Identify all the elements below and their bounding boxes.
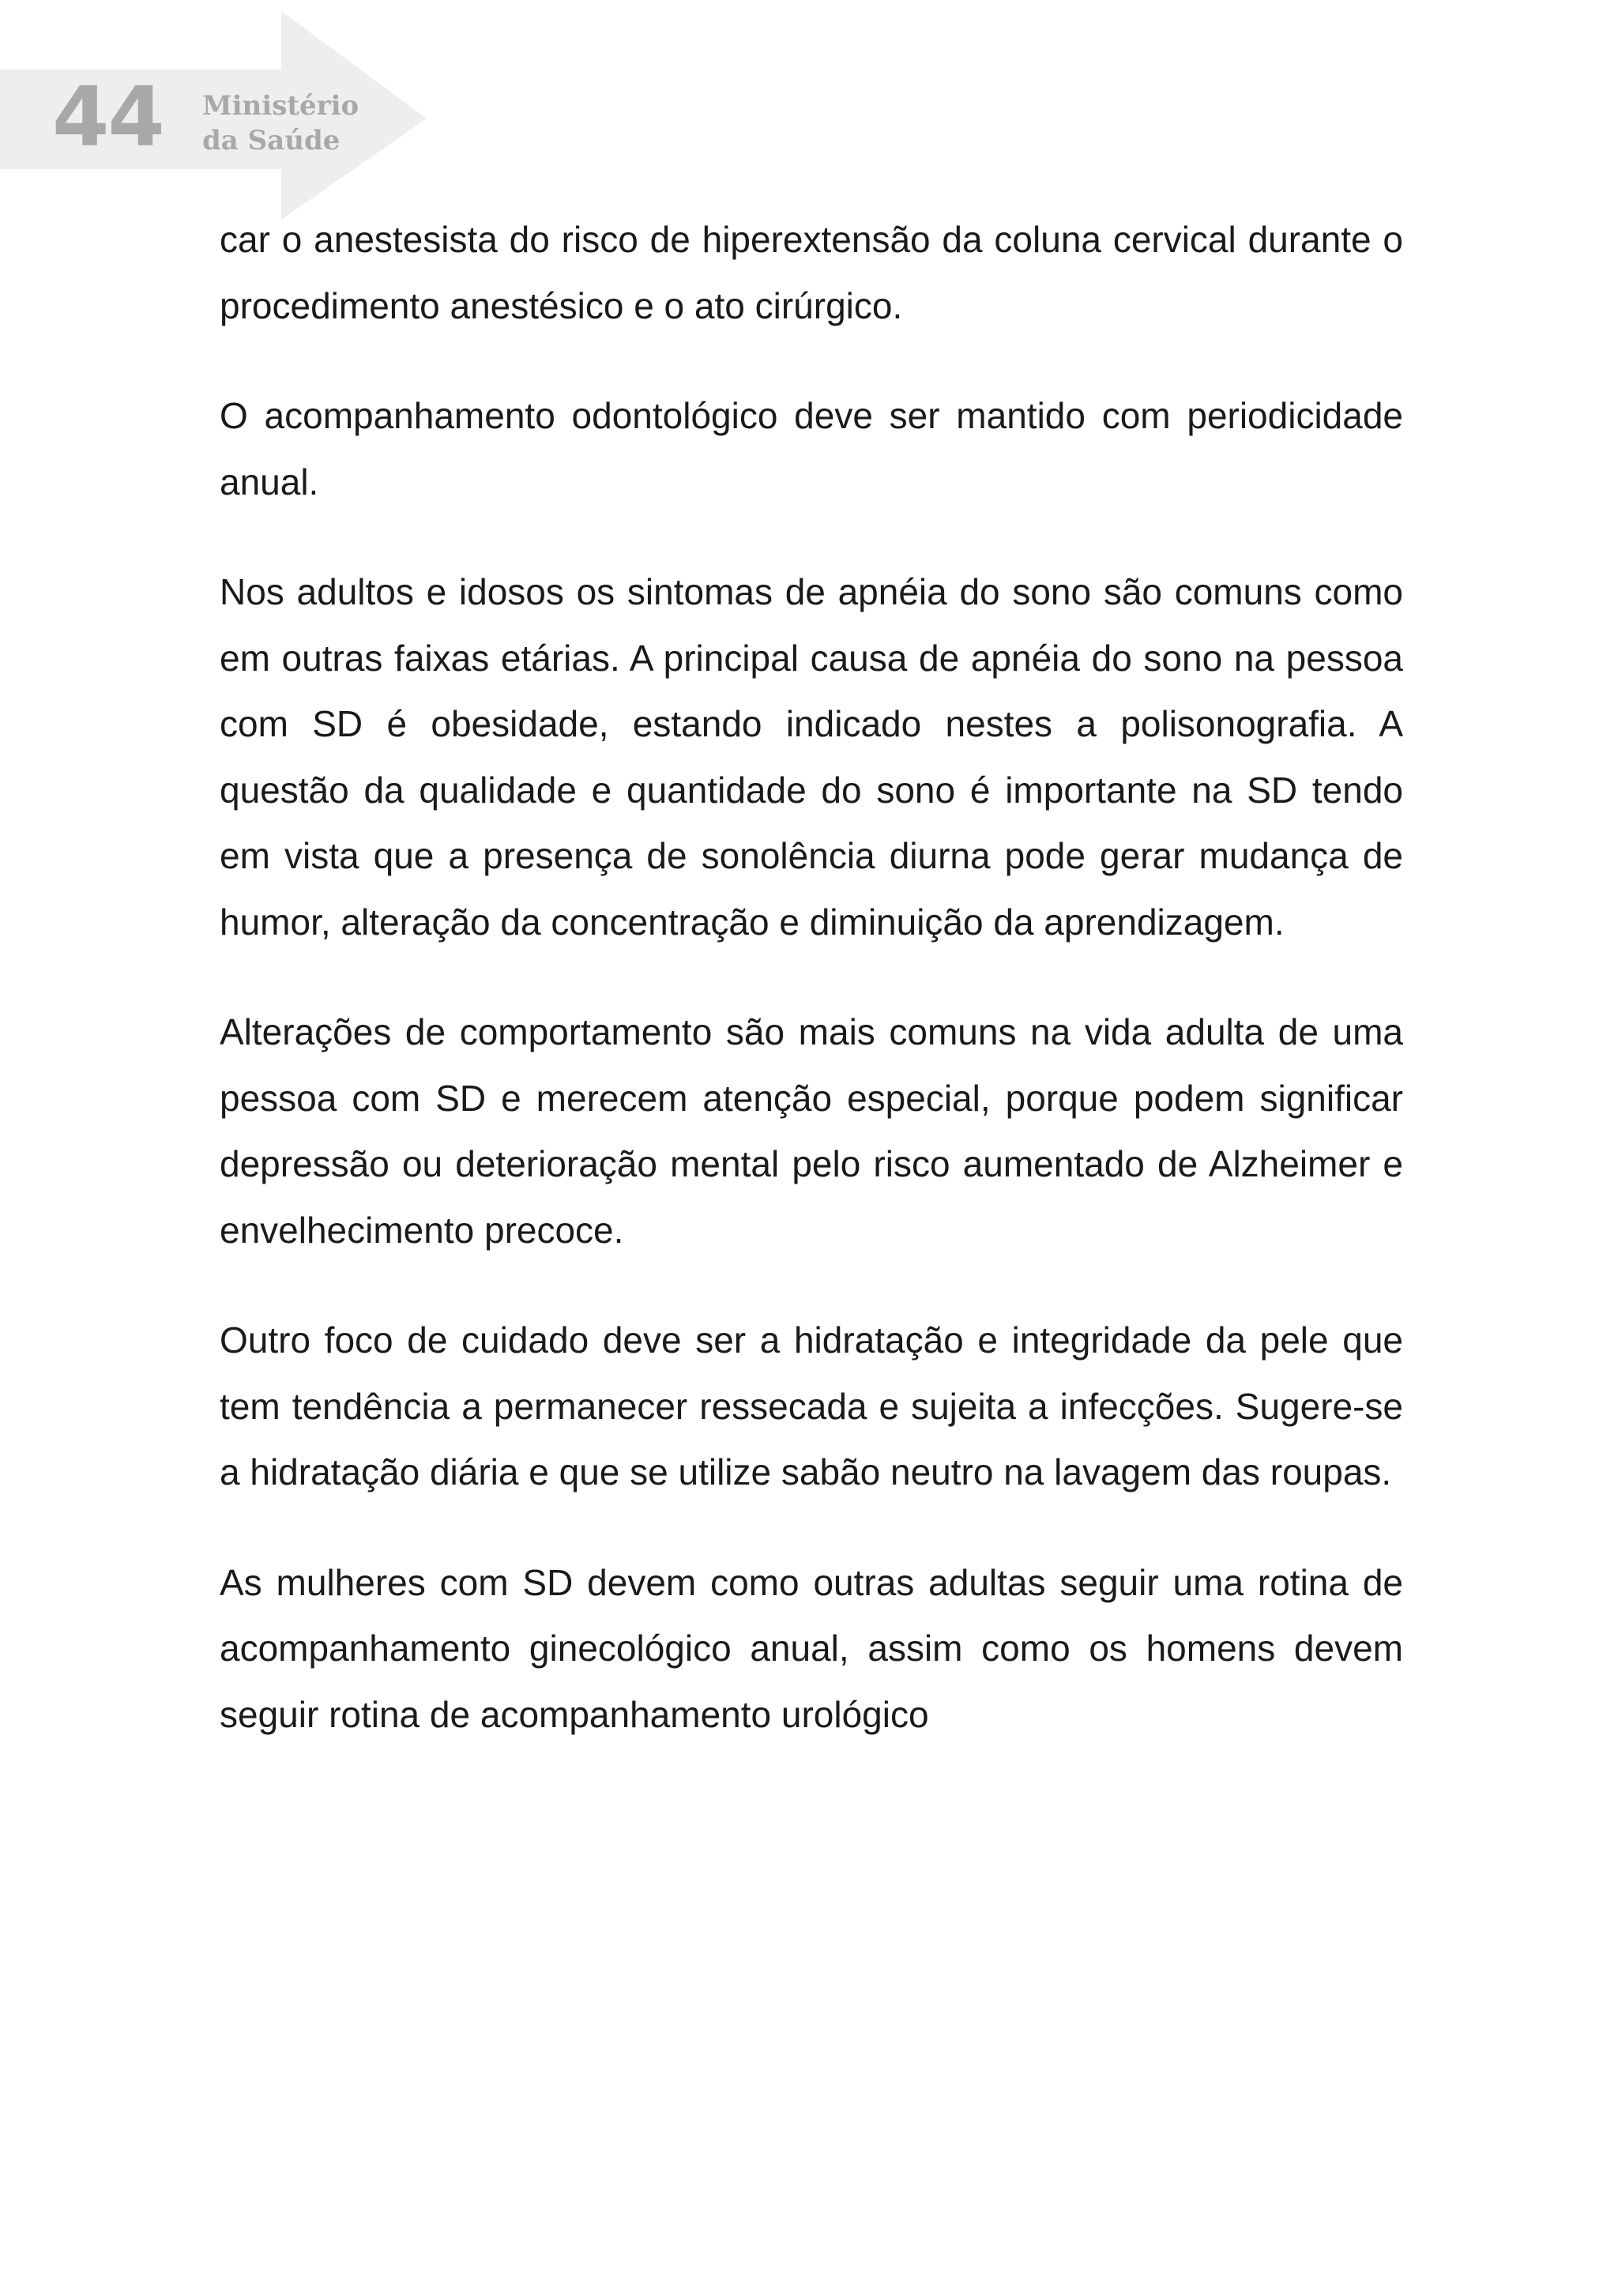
paragraph-2: O acompanhamento odontológico deve ser mantido com periodicidade anual. — [220, 395, 1403, 502]
paragraph-1: car o anestesista do risco de hiperextensão da coluna cervical durante o procedimento anestésico e o ato cirúrgico. — [220, 219, 1403, 326]
paragraph-6: As mulheres com SD devem como outras adultas seguir uma rotina de acompanhamento ginecológico anual, assim como os homens devem seguir rotina de acompanhamento urológico — [220, 1561, 1403, 1735]
page-header — [0, 0, 442, 221]
body-text — [220, 207, 1403, 1792]
publisher-line-2: da Saúde — [202, 125, 341, 156]
publisher-line-1: Ministério — [202, 90, 359, 122]
paragraph-4: Alterações de comportamento são mais comuns na vida adulta de uma pessoa com SD e merecem atenção especial, porque podem significar depressão ou deterioração mental pelo risco aumentado de Alzheimer e envelhecimento precoce. — [220, 1011, 1403, 1251]
paragraph-3: Nos adultos e idosos os sintomas de apnéia do sono são comuns como em outras faixas etárias. A principal causa de apnéia do sono na pessoa com SD é obesidade, estando indicado nestes a polisonografia. A questão da qualidade e quantidade do sono é importante na SD tendo em vista que a presença de sonolência diurna pode gerar mudança de humor, alteração da concentração e diminuição da aprendizagem. — [220, 571, 1403, 943]
paragraph-5: Outro foco de cuidado deve ser a hidratação e integridade da pele que tem tendência a permanecer ressecada e sujeita a infecções. Sugere-se a hidratação diária e que se utilize sabão neutro na lavagem das roupas. — [220, 1319, 1403, 1492]
page-number: 44 — [52, 69, 164, 165]
publisher-name — [202, 88, 359, 158]
